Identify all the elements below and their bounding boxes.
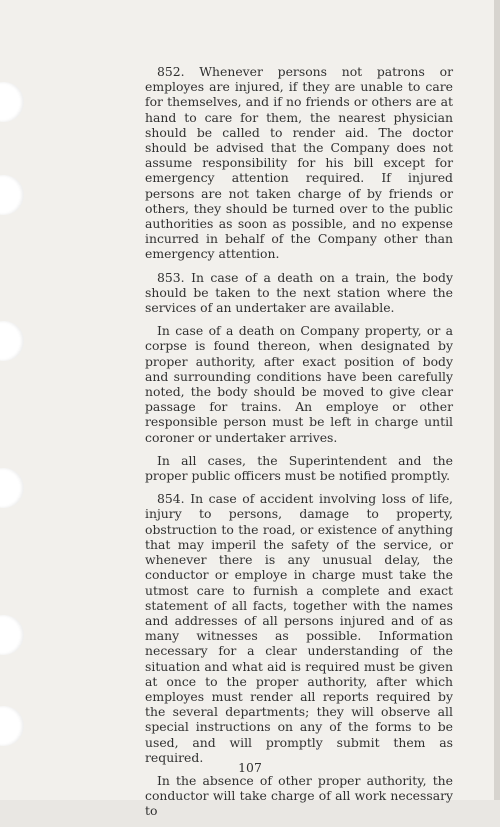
binder-hole xyxy=(0,468,24,508)
paragraph-852: 852. Whenever persons not patrons or employes are injured, if they are unable to care for themselves, and if no friends or others are at hand to care for them, the nearest physician should be called to render aid. The doctor should be advised that the Company does not assume responsibility for his bill except for emergency attention required. If injured persons are not taken charge of by friends or others, they should be turned over to the public authorities as soon as possible, and no expense incurred in behalf of the Company other than emergency attention. xyxy=(145,64,453,262)
document-body xyxy=(145,64,453,827)
binder-hole xyxy=(0,615,24,655)
page-number: 107 xyxy=(238,760,262,775)
paragraph-853: 853. In case of a death on a train, the body should be taken to the next station where the services of an undertaker are available. xyxy=(145,269,453,316)
page-edge xyxy=(494,0,500,800)
paragraph-death-company-property: In case of a death on Company property, or a corpse is found thereon, when designated by proper authority, after exact position of body and surrounding conditions have been carefully noted, the body should be moved to give clear passage for trains. An employe or other responsible person must be left in charge until coroner or undertaker arrives. xyxy=(145,323,453,445)
binder-hole xyxy=(0,706,24,746)
paragraph-notification: In all cases, the Superintendent and the proper public officers must be notified promptly. xyxy=(145,452,453,484)
paragraph-absence-authority: In the absence of other proper authority, the conductor will take charge of all work necessary to xyxy=(145,772,453,819)
binder-hole xyxy=(0,82,24,122)
binder-hole xyxy=(0,175,24,215)
binder-hole xyxy=(0,321,24,361)
paragraph-854: 854. In case of accident involving loss of life, injury to persons, damage to property, obstruction to the road, or existence of anything that may imperil the safety of the service, or whenever there is any unusual delay, the conductor or employe in charge must take the utmost care to furnish a complete and exact statement of all facts, together with the names and addresses of all persons injured and of as many witnesses as possible. Information necessary for a clear understanding of the situation and what aid is required must be given at once to the proper authority, after which employes must render all reports required by the several departments; they will observe all special instructions on any of the forms to be used, and will promptly submit them as required. xyxy=(145,491,453,765)
